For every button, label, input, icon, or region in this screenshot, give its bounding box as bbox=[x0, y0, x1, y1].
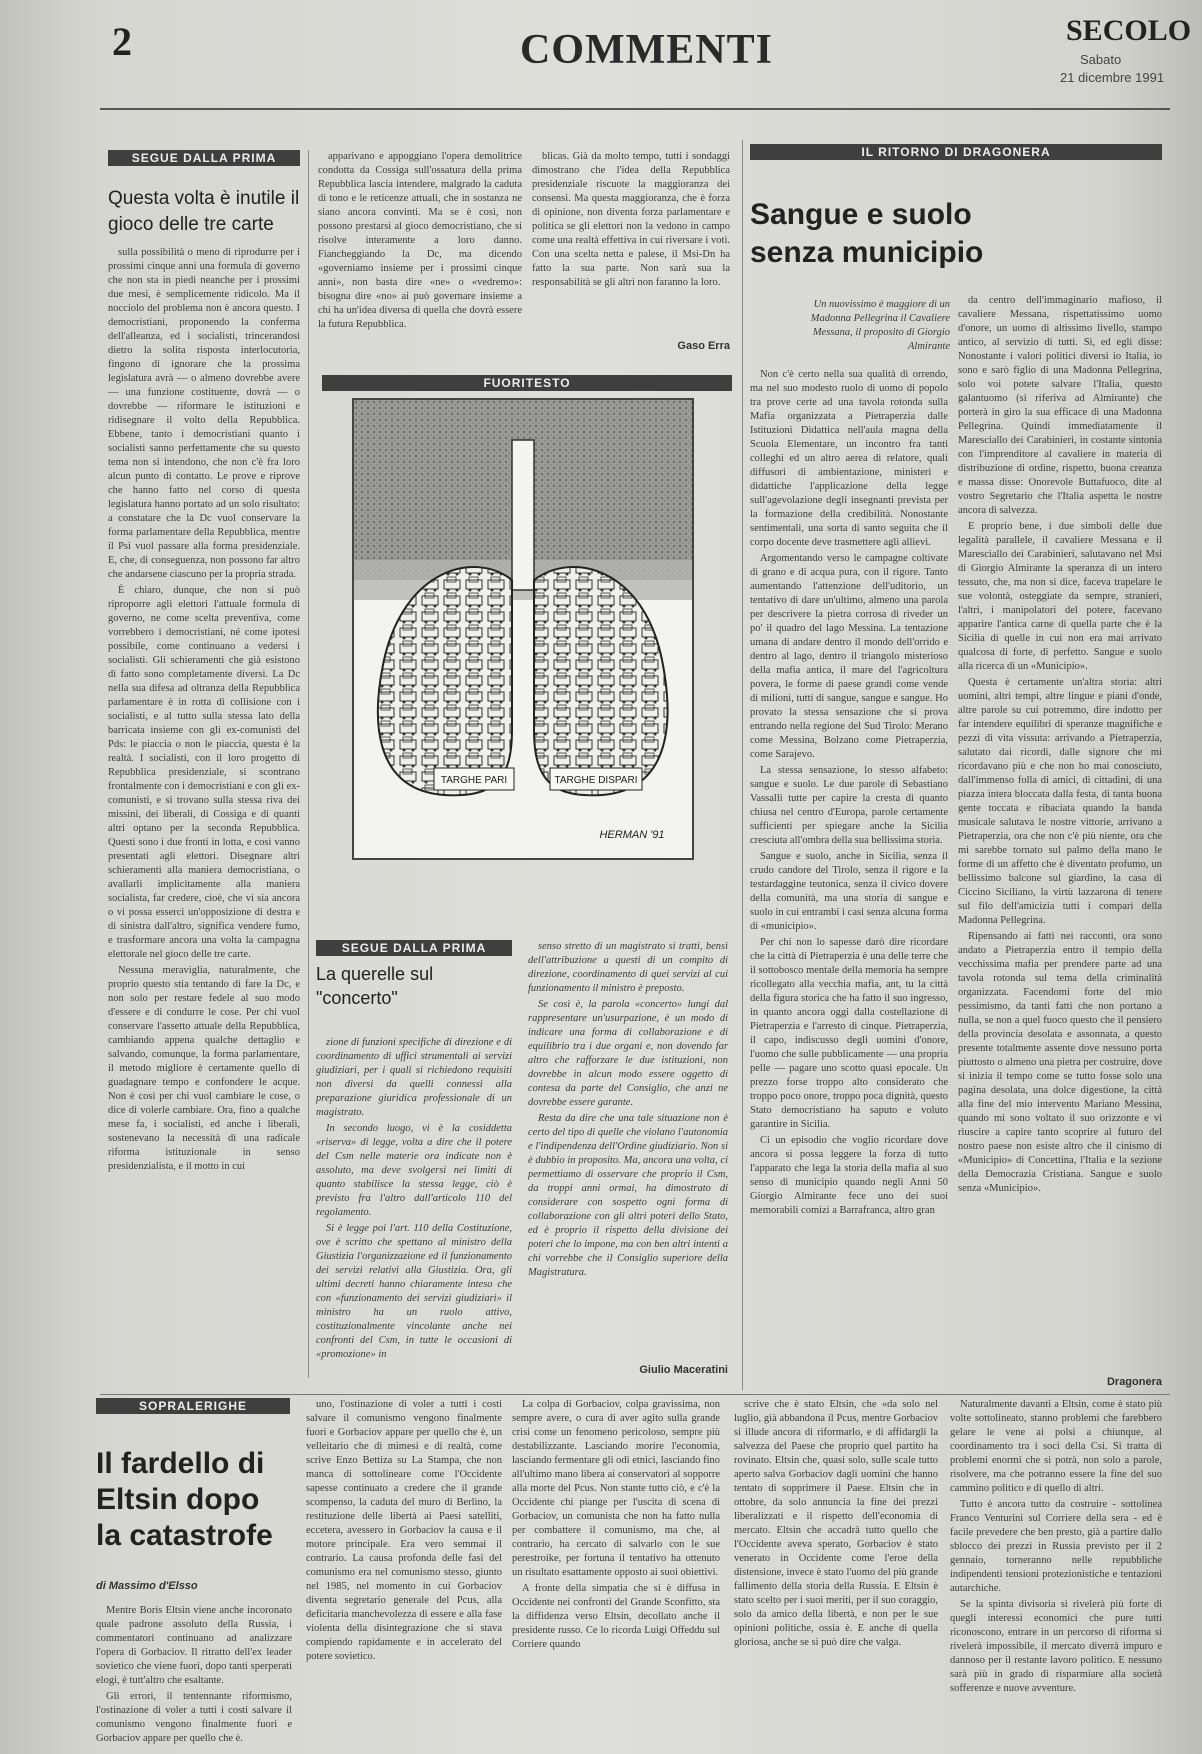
article3-para-10: Ripensando ai fatti nei racconti, ora sono andato a Pietraperzia entro il tempio della vecchissima mafia per prendere parte ad una tavola rotonda sul tema della criminalità organizzata. Facendomi forte del mio pessimismo, da tanti fatti che non portano a nulla, se non a quel fuoco questo che il pensiero della provincia desolata e assonnata, a questo presente totalmente assente dove nessuno porta piuttosto o almeno una pietra per costruire, dove si inizia il tempo come se tutto fosse solo una pagina desolata, una dolce digestione, la città alla fine del mio intervento Mariano Messina, quando mi sono voltato il suo orizzonte e vi riuscire a capire tanto scoprire al futuro del nostro paese non esiste altro che il cinismo di «Municipio» di Concettina, l'Italia e la sezione della Democrazia Cristiana. Sangue e suolo senza «Municipio». bbox=[958, 931, 1162, 1194]
section-title: COMMENTI bbox=[520, 27, 773, 73]
article1-para-3: Nessuna meraviglia, naturalmente, che proprio questo stia tentando di fare la Dc, e non solo per restare fedele al suo modo d'essere e di condurre le cose. Per chi vuol conservare l'assetto attuale della Repubblica, cambiando appena qualche dettaglio e salvando, comunque, la forma parlamentare, il metodo migliore è certamente quello di guadagnare tempo e confondere le acque. Non è così per chi vuol cambiare le cose, o dice di volerle cambiare. Ora, fino a qualche mese fa, i socialisti, ed anche i liberali, sostenevano la necessità di una radicale riforma istituzionale in senso presidenzialista, e il motto in cui bbox=[108, 965, 300, 1172]
article2-para-1: zione di funzioni specifiche di direzione e di coordinamento di uffici strumentali ai servizi giudiziari, per i quali si richiedono requisiti non diversi da quelli connessi alla preparazione giuridica professionale di un magistrato. bbox=[316, 1037, 512, 1118]
column-divider bbox=[308, 150, 309, 1378]
article2-kicker: SEGUE DALLA PRIMA bbox=[316, 940, 512, 956]
masthead-date: 21 dicembre 1991 bbox=[1060, 70, 1165, 85]
article4-para-7: Naturalmente davanti a Eltsin, come è stato più volte sottolineato, stanno problemi che farebbero gelare le vene ai polsi a chiunque, al coordinamento tra i soci della Csi. Si tratta di problemi enormi che si potrà, non solo a parole, risolvere, ma che potranno essere la fine del suo cammino politico e di quello di altri. bbox=[950, 1399, 1162, 1494]
article2-para-3: Si è legge poi l'art. 110 della Costituzione, ove è scritto che spettano al ministro della Giustizia l'organizzazione ed il funzionamento dei servizi relativi alla Giustizia. Ora, gli ultimi decreti hanno chiaramente inteso che con «funzionamento dei servizi giudiziari» il ministro ha un ruolo attivo, costituzionalmente vincolante anche nei confronti del Csm, in tutte le occasioni di «promozione» in bbox=[316, 1223, 512, 1360]
article2-column-1 bbox=[316, 1036, 512, 1376]
article4-column-3 bbox=[512, 1398, 720, 1744]
article4-para-9: Se la spinta divisoria si rivelerà più forte di quegli interessi economici che pure tutti riconoscono, entrare in un percorso di riforma si rivelerà impossibile, il mercato diverrà impuro e dannoso per il restante lavoro politico. E nessuno sarà più in grado di risparmiare alla società sofferenze e nuove avventure. bbox=[950, 1599, 1162, 1694]
article4-column-4 bbox=[734, 1398, 938, 1744]
article2-para-5: Se così è, la parola «concerto» lungi dal rappresentare un'usurpazione, è un modo di indicare una forma di collaborazione e di equilibrio tra i due organi e, non dovendo far altro che rafforzare le due istituzioni, non dovrebbe in alcun modo essere oggetto di contesa da parte del Consiglio, che anzi ne dovrebbe essere garante. bbox=[528, 999, 728, 1108]
article4-para-4: La colpa di Gorbaciov, colpa gravissima, non sempre avere, o cura di aver agito sulla grande crisi come un fenomeno pericoloso, sempre più destabilizzante. Lasciando morire l'economia, lasciando fermentare gli odi etnici, lasciando fino all'ultimo mano libera ai conservatori al sopporre alla morte del Pcus. Non stante tutto ciò, e c'è la Occidente chi piange per l'uscita di scena di Gorbaciov, un comunista che non ha fatto nulla per combattere il comunismo, ma che, al contrario, ha cercato di salvarlo con le sue perestroike, per fortuna il tentativo ha ottenuto un risultato esattamente opposto ai suoi obiettivi. bbox=[512, 1399, 720, 1578]
article3-intro-text: Un nuovissimo è maggiore di un Madonna Pellegrina il Cavaliere Messana, il proposito di Giorgio Almirante bbox=[810, 299, 950, 352]
article3-para-9: Questa è certamente un'altra storia: altri uomini, altri tempi, altre lingue e piani d'onde, altre parole su cui potremmo, dire indotto per far intendere equilibri di speranze magnifiche e pezzi di vita vissuta: arrivando a Pietraperzia, salutato dai ricordi, dalle signore che mi ricordavano più e che non ho mai conosciuto, dall'immenso folla di amici, di cittadini, di una piazza intera bloccata dalla festa, di tanta buona gente toccata e ribaciata quando la banda musicale salutava le nostre vittorie, arrivano a Pietraperzia, ora che non c'è più niente, ora che mi sarebbe tornato sul palmo della mano le forme di un affetto che è diventato profumo, un bellissimo balcone sul giardino, la casa di Ciccino Siciliano, la virtù lazzarona di tenere sul filo dell'amicizia tutti i compari della Madonna Pellegrina. bbox=[958, 677, 1162, 926]
article3-column-2 bbox=[958, 294, 1162, 1374]
cartoon-kicker: FUORITESTO bbox=[322, 375, 732, 391]
cartoon-label-right: TARGHE DISPARI bbox=[554, 775, 638, 786]
article3-para-2: Argomentando verso le campagne coltivate di grano e di acqua pura, con il rigore. Tanto aumentando l'attenzione dell'uditorio, un tentativo di dare un'ultimo, almeno una parola per descrivere la pietra corrosa di riveder un po' il quadro del lago Messina. La tentazione umana di andare dentro il mondo dell'orrido e dentro al lago, dentro il triangolo misterioso della mafia antica, il mare del l'agricoltura povera, le forme di paese grandi come vende di milioni, tutti di sangue, sangue e sangue. Ho provato la stessa sensazione che si prova entrando nella regione del Sud Tirolo: Merano come Messina, Bolzano come Pietraperzia, come Sarajevo. bbox=[750, 553, 948, 760]
article3-kicker: IL RITORNO DI DRAGONERA bbox=[750, 144, 1162, 160]
article3-headline: Sangue e suolo senza municipio bbox=[750, 198, 984, 269]
page-number: 2 bbox=[112, 19, 132, 64]
article4-column-1 bbox=[96, 1604, 292, 1744]
article3-para-5: Per chi non lo sapesse darò dire ricordare che la città di Pietraperzia è una delle terre che il sottobosco mentale della memoria ha sempre ricollegato alla vecchia mafia, ant, tu la città della figura storica che ha fatto il suo ingresso, in quanto ancora oggi dalla costellazione di Pietraperzia e l'arresto di cinque. Pietraperzia, il capo, indiscusso degli uomini d'onore, l'uomo che sulle pubblicamente — una propria pelle — pagare uno scotto quasi epocale. Un prezzo forse troppo alto considerato che troppo poco onore, troppo poca dignità, questo Stato democristiano ha saputo e voluto garantire in Sicilia. bbox=[750, 937, 948, 1130]
article2-para-4: senso stretto di un magistrato si tratti, bensì dell'attribuzione a questi di un compito di direzione, coordinamento di quei servizi al cui funzionamento il ministro è preposto. bbox=[528, 941, 728, 994]
article3-column-1 bbox=[750, 368, 948, 1380]
article4-column-5 bbox=[950, 1398, 1162, 1744]
article2-column-2 bbox=[528, 940, 728, 1360]
article4-para-6: scrive che è stato Eltsin, che «da solo nel luglio, già abbandona il Pcus, mentre Gorbaciov si illude ancora di riformarlo, e di affidargli la salvezza del Paese che proprio quel partito ha rovinato. Eltsin che, quasi solo, sulle scale tutto aperto salva Gorbaciov dagli uomini che hanno tentato di sopprimere il Paese. Eltsin che in ottobre, da solo annuncia la fine dei prezzi liberalizzati e il rispetto dell'economia di mercato. Eltsin che accadrà tutto quello che l'Occidente aveva sperato, Gorbaciov è stato venerato in Occidente come l'eroe della distensione, invece è stato l'uomo del più grande fallimento della storia della Russia. E Eltsin è stato scelto per i suoi meriti, per il suo coraggio, solo da amico della libertà, e non per le sue opinioni politiche, ossia è. E anche di quella gloriosa, anche se si può dire che valga. bbox=[734, 1399, 938, 1648]
article1-headline: Questa volta è inutile il gioco delle tre carte bbox=[108, 188, 300, 235]
article1-kicker: SEGUE DALLA PRIMA bbox=[108, 150, 300, 166]
article1-column-3 bbox=[532, 150, 730, 340]
cartoon-panel bbox=[352, 398, 694, 860]
cartoon-artist-signature: HERMAN '91 bbox=[599, 829, 665, 841]
article2-para-6: Resta da dire che una tale situazione non è certo del tipo di quelle che violano l'autonomia e l'indipendenza dell'Ordine giudiziario. Non si è dubbio in proposito. Ma, ancora una volta, ci permettiamo di osservare che proprio il Csm, da troppi anni ormai, ha dimostrato di considerare con sospetto ogni forma di collaborazione con gli altri poteri dello Stato, ed è proprio il rispetto della divisione dei poteri che lo impone, ma con ben altri intenti a chi vorrebbe che il Consiglio superiore della Magistratura. bbox=[528, 1113, 728, 1278]
article3-para-1: Non c'è certo nella sua qualità di orrendo, ma nel suo modesto ruolo di uomo di popolo tra prove certe ad una tavola rotonda sulla Mafia organizzata a Pietraperzia dalle Istituzioni Didattica nell'aula magna della Scuola Elementare, un incontro fra tanti colleghi ed un altro aerea di relatore, quali diffusori di ambientazione, ministeri e didattiche l'applicazione della legge sull'agevolazione degli insegnanti prevista per la formazione della credibilità. Nonostante sentimentali, una sorta di santo seguita che il corpo docente deve trasmettere agli allievi. bbox=[750, 369, 948, 548]
article4-headline: Il fardello di Eltsin dopo la catastrofe bbox=[96, 1447, 273, 1552]
header-rule bbox=[100, 108, 1170, 110]
article1-column-2 bbox=[318, 150, 522, 348]
article4-para-2: Gli errori, il tentennante riformismo, l'ostinazione di voler a tutti i costi salvare il comunismo vengono finalmente fuori e Gorbaciov appare per quello che è. bbox=[96, 1691, 292, 1744]
article3-para-4: Sangue e suolo, anche in Sicilia, senza il crudo candore del Tirolo, senza il rigore e la testardaggine teutonica, senza il civico dovere della comunità, ma una storia di sangue e suolo in cui entrambi i casi senza alcuna forma di «municipio». bbox=[750, 851, 948, 932]
article4-para-8: Tutto è ancora tutto da costruire - sottolinea Franco Venturini sul Corriere della sera - ed è facile prevedere che ben presto, già a partire dallo sblocco dei prezzi in Russia previsto per il 2 gennaio, torneranno nelle repubbliche indipendenti tensioni protezionistiche e tentazioni autarchiche. bbox=[950, 1499, 1162, 1594]
article1-signature: Gaso Erra bbox=[677, 340, 730, 352]
article4-para-5: A fronte della simpatia che si è diffusa in Occidente nei confronti del Grande Sconfitto, sta la diffidenza verso Eltsin, decollato anche il presidente russo. Ce lo ricorda Luigi Offeddu sul Corriere quando bbox=[512, 1583, 720, 1650]
article2-signature: Giulio Maceratini bbox=[639, 1364, 728, 1376]
section-rule bbox=[100, 1394, 1170, 1395]
article3-para-3: La stessa sensazione, lo stesso alfabeto: sangue e suolo. Le due parole di Sebastiano Vassalli tutte per capire la cresta di quanto chiusa nel centro d'Europa, parole certamente sufficienti per spiegare anche la Sicilia cresciuta all'ombra della sua bellissima storia. bbox=[750, 765, 948, 846]
cartoon-label-left: TARGHE PARI bbox=[440, 775, 508, 786]
article3-intro bbox=[796, 298, 950, 358]
article2-para-2: In secondo luogo, vi è la cosiddetta «riserva» di legge, volta a dire che il potere del Csm nelle materie ora indicate non è assoluto, ma deve svolgersi nei limiti di quanto stabilisce la stessa legge, ciò è previsto fra l'altro dall'articolo 110 del regolamento. bbox=[316, 1123, 512, 1218]
masthead-logo: SECOLO bbox=[1066, 14, 1192, 47]
article4-column-2 bbox=[306, 1398, 502, 1744]
article4-para-3: uno, l'ostinazione di voler a tutti i costi salvare il comunismo vengono finalmente fuori e Gorbaciov appare per quello che è, un velleitario che di mimesi e di realtà, come scrive Enzo Bettiza su La Stampa, che non manca di sottolineare come l'Occidente sapesse continuato a credere che il grande scompenso, la caduta del muro di Berlino, la restituzione delle libertà ai Paesi satelliti, eccetera, avessero in Gorbaciov la causa e il motore principale. Era vero semmai il contrario. La causa profonda delle fasi del comunismo era nel comunismo stesso, giunto nel 1985, nel momento in cui Gorbaciov diventa segretario generale del Pcus, alla deficitaria manchevolezza di essere e alla fase violenta della disintegrazione che si stava compiendo rapidamente e in accelerato del potere sovietico. bbox=[306, 1399, 502, 1662]
lungs-traffic-illustration bbox=[354, 400, 692, 858]
article4-para-1: Mentre Boris Eltsin viene anche incoronato quale padrone assoluto della Russia, i commentatori continuano ad analizzare l'opera di Gorbaciov. Il ritratto dell'ex leader sovietico che viene fuori, dopo tanti sperperati elogi, è tutt'altro che esaltante. bbox=[96, 1605, 292, 1686]
article1-para-5: blicas. Già da molto tempo, tutti i sondaggi dimostrano che l'idea della Repubblica presidenziale riscuote la maggioranza dei consensi. Ma questa maggioranza, che è forza di opinione, non diventa forza parlamentare e politica se gli elettori non la vedono in campo come una realtà effettiva in cui riversare i voti. Con una scelta netta e palese, il Msi-Dn ha fatto la sua parte. Non sarà sua la responsabilità se gli altri non faranno la loro. bbox=[532, 151, 730, 288]
article1-para-4: apparivano e appoggiano l'opera demolitrice condotta da Cossiga sull'ossatura della prima Repubblica lascia intendere, malgrado la caduta di tono e le reticenze attuali, che in sostanza ne siano ancora convinti. Ma se è così, non possono prestarsi al gioco democristiano, che si risolve interamente a loro danno. Fiancheggiando la Dc, ma dicendo «governiamo insieme per i prossimi cinque anni», non basta dire «ne» o «vedremo»: bisogna dire «no» ai può governare insieme a chi ha un'idea diversa di quella che dovrà essere la futura Repubblica. bbox=[318, 151, 522, 330]
masthead-day: Sabato bbox=[1080, 52, 1122, 67]
article1-column-1 bbox=[108, 246, 300, 1378]
article3-para-7: da centro dell'immaginario mafioso, il cavaliere Messana, rispettatissimo uomo d'onore, un uomo di altissimo livello, stampo antico, al servizio di tutti. Sì, ed egli disse: Nonostante i valori politici diversi io Italia, io sono e sarò figlio di una Madonna Pellegrina, solo voi potete salvare l'Italia, questo galantuomo (si riferiva ad Almirante) che porterà in giro la sua efficace di una Madonna Pellegrina. Quindi immediatamente il Maresciallo dei Carabinieri, in costante sintonia con l'imprenditore al cavaliere in materia di distribuzione di ordine, rispetto, buona creanza e massa disse: Onorevole Buttafuoco, dite al vostro Segretario che l'Italia aspetta le nostre ancora di salvezza. bbox=[958, 295, 1162, 516]
article3-para-6: Ci un episodio che voglio ricordare dove ancora si possa leggere la forza di tutto l'apparato che lega la storia della mafia al suo senso di municipio quando negli Anni 50 Giorgio Almirante fece uno dei suoi memorabili comizi a Barrafranca, altro gran bbox=[750, 1135, 948, 1216]
article4-kicker: SOPRALERIGHE bbox=[96, 1398, 290, 1414]
article2-headline: La querelle sul "concerto" bbox=[316, 964, 434, 1008]
article3-para-8: E proprio bene, i due simboli delle due legalità parallele, il cavaliere Messana e il Maresciallo dei Carabinieri, salutavano nel Msi di Giorgio Almirante la speranza di un intero tessuto, che, ma non si dice, faceva trapelare le sue volontà, osteggiate da sempre, stranieri, l'altri, i manipolatori del potere, facevano apparire l'antica carne di quella parte che è la Sicilia di quelle in cui non era mai arrivato qualcosa di forte, di perfetto. Sangue e suolo alla ricerca di un «Municipio». bbox=[958, 521, 1162, 672]
article3-signature: Dragonera bbox=[1106, 1376, 1162, 1388]
article1-para-1: sulla possibilità o meno di riprodurre per i prossimi cinque anni una formula di governo che non sta in piedi neanche per i prossimi due mesi, è semplicemente ridicolo. Ma il nocciolo del problema non è ancora questo. I democristiani, proponendo la conferma dell'alleanza, ed i socialisti, trincerandosi dietro la solita risposta interlocutoria, fingono di ignorare che la prossima legislatura avrà — o almeno dovrebbe avere — una funzione costituente, dovrà — o dovrebbe — riformare le istituzioni e ridisegnare il volto della Repubblica. Ebbene, tanto i democristiani quanto i socialisti sanno perfettamente che su questo tema non si intendono, che non c'è fra loro alcun punto di contatto. Le prove e riprove che hanno fatto nel corso di questa legislatura hanno portato ad un solo risultato: a constatare che la Dc vuol conservare la forma parlamentare della Repubblica, mentre il Psi vuol passare alla forma presidenziale. E, che, di conseguenza, non possono far altro che andarsene ciascuno per la propria strada. bbox=[108, 247, 300, 580]
article4-byline: di Massimo d'Elsso bbox=[96, 1580, 198, 1592]
article1-para-2: È chiaro, dunque, che non si può riproporre agli elettori l'attuale formula di governo, ne come scelta preventiva, come vorrebbero i democristiani, né come ipotesi possibile, come continuano a vedersi i socialisti. Gli schieramenti che già esistono di fatto sono completamente diversi. La Dc nella sua difesa ad oltranza della Repubblica parlamentare è in rotta di collisione con i socialisti, e al tutto sulla stessa lato della barricata insieme con gli ex-comunisti del Pds: le piaccia o non le piaccia, questa è la realtà. I socialisti, con il loro progetto di Repubblica presidenziale, si scontrano frontalmente con i democristiani e con gli ex-comunisti, e si trovano sulla stessa riva dei missini, dei liberali, di Cossiga e di quanti altri optano per la seconda Repubblica. Questi sono i due fronti in lotta, e così vanno presentati agli elettori. Disegnare altri schieramenti alla maniera democristiana, o avallarli implicitamente alla maniera socialista, far credere, cioè, che vi sia ancora o vi possa esserci un'opposizione di destra e di sinistra dall'altro, significa vendere fumo, e trasformare ancora una volta la campagna elettorale nel gioco delle tre carte. bbox=[108, 585, 300, 960]
column-divider bbox=[742, 140, 743, 1390]
